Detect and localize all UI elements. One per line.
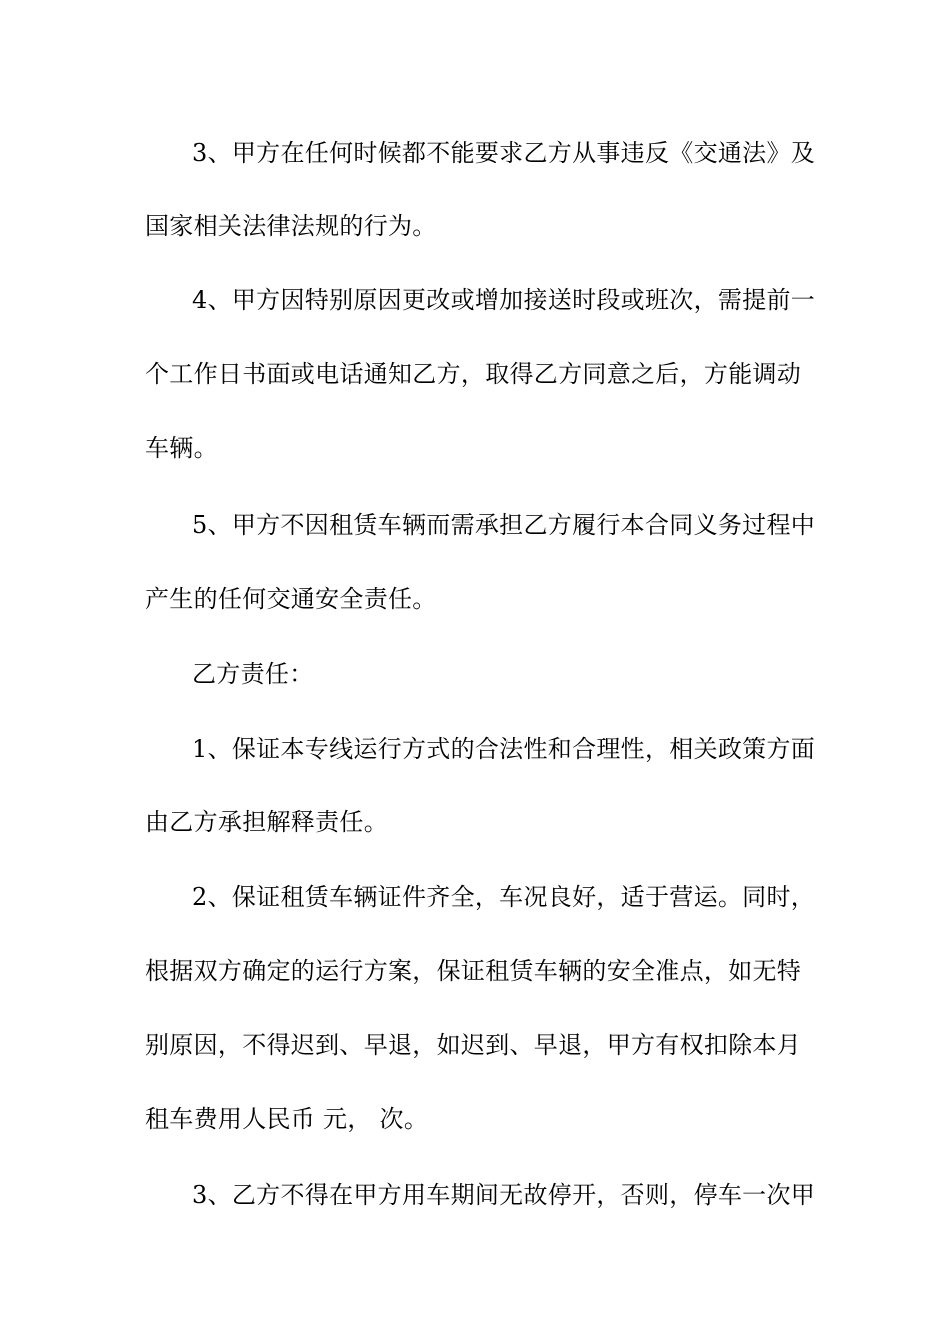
- text-line: 车辆。: [145, 434, 218, 462]
- text-line: 别原因，不得迟到、早退，如迟到、早退，甲方有权扣除本月: [145, 1031, 802, 1059]
- text-line: 产生的任何交通安全责任。: [145, 585, 437, 613]
- text-line: 国家相关法律法规的行为。: [145, 212, 437, 240]
- text-line: 租车费用人民币 元， 次。: [145, 1105, 429, 1133]
- text-line: 根据双方确定的运行方案，保证租赁车辆的安全准点，如无特: [145, 957, 802, 985]
- text-line: 1、保证本专线运行方式的合法性和合理性，相关政策方面: [192, 735, 816, 763]
- text-line: 由乙方承担解释责任。: [145, 808, 388, 836]
- text-line: 5、甲方不因租赁车辆而需承担乙方履行本合同义务过程中: [192, 511, 816, 539]
- text-line: 个工作日书面或电话通知乙方，取得乙方同意之后，方能调动: [145, 360, 802, 388]
- section-heading: 乙方责任：: [192, 660, 314, 688]
- text-line: 3、乙方不得在甲方用车期间无故停开，否则，停车一次甲: [192, 1181, 816, 1209]
- text-line: 2、保证租赁车辆证件齐全，车况良好，适于营运。同时，: [192, 883, 816, 911]
- text-line: 4、甲方因特别原因更改或增加接送时段或班次，需提前一: [192, 286, 816, 314]
- text-line: 3、甲方在任何时候都不能要求乙方从事违反《交通法》及: [192, 139, 816, 167]
